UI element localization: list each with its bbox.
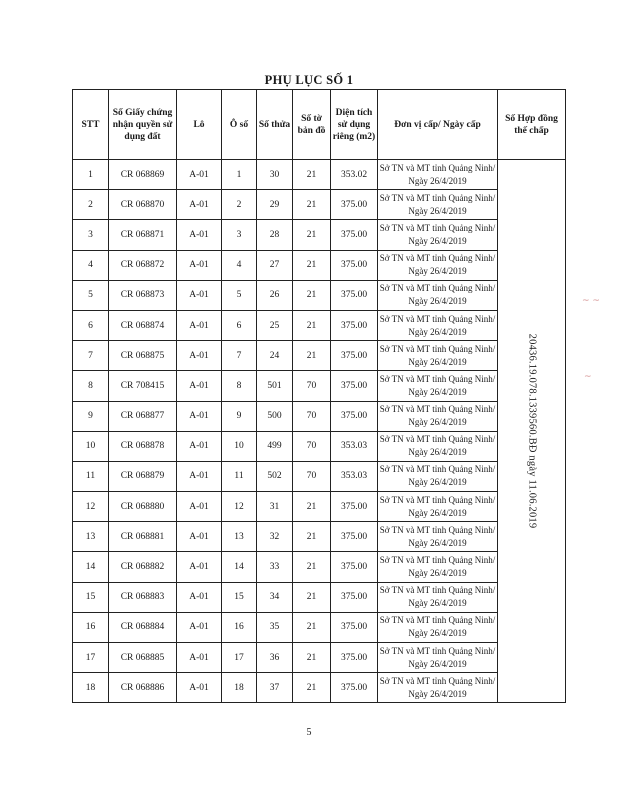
map-sheet-no-cell: 21: [293, 552, 331, 582]
map-sheet-no-cell: 21: [293, 190, 331, 220]
appendix-table: [72, 89, 566, 703]
page-number: 5: [306, 727, 312, 738]
table-row: [73, 190, 566, 220]
map-sheet-no-cell: 21: [293, 341, 331, 371]
row-stt-cell: 6: [73, 310, 109, 340]
table-row: [73, 401, 566, 431]
private-area-cell: 375.00: [331, 582, 378, 612]
certificate-no-cell: CR 068878: [109, 431, 177, 461]
row-stt-cell: 5: [73, 280, 109, 310]
issuer-cell: Sở TN và MT tỉnh Quảng Ninh/ Ngày 26/4/2019: [378, 522, 498, 552]
lot-cell: A-01: [177, 612, 222, 642]
margin-annotation: ~ ~: [582, 296, 600, 306]
issuer-cell: Sở TN và MT tỉnh Quảng Ninh/ Ngày 26/4/2019: [378, 461, 498, 491]
certificate-no-cell: CR 068884: [109, 612, 177, 642]
certificate-no-cell: CR 068875: [109, 341, 177, 371]
certificate-no-cell: CR 068869: [109, 160, 177, 190]
private-area-cell: 375.00: [331, 522, 378, 552]
row-stt-cell: 9: [73, 401, 109, 431]
parcel-no-cell: 32: [257, 522, 293, 552]
private-area-cell: 375.00: [331, 280, 378, 310]
issuer-cell: Sở TN và MT tỉnh Quảng Ninh/ Ngày 26/4/2019: [378, 582, 498, 612]
parcel-no-cell: 502: [257, 461, 293, 491]
plot-no-cell: 11: [222, 461, 257, 491]
plot-no-cell: 14: [222, 552, 257, 582]
map-sheet-no-cell: 70: [293, 371, 331, 401]
parcel-no-cell: 33: [257, 552, 293, 582]
table-row: [73, 461, 566, 491]
parcel-no-cell: 31: [257, 492, 293, 522]
certificate-no-cell: CR 068871: [109, 220, 177, 250]
lot-cell: A-01: [177, 401, 222, 431]
map-sheet-no-cell: 21: [293, 310, 331, 340]
issuer-cell: Sở TN và MT tỉnh Quảng Ninh/ Ngày 26/4/2019: [378, 643, 498, 673]
issuer-cell: Sở TN và MT tỉnh Quảng Ninh/ Ngày 26/4/2019: [378, 552, 498, 582]
issuer-cell: Sở TN và MT tỉnh Quảng Ninh/ Ngày 26/4/2019: [378, 492, 498, 522]
lot-cell: A-01: [177, 341, 222, 371]
row-stt-cell: 14: [73, 552, 109, 582]
lot-cell: A-01: [177, 160, 222, 190]
plot-no-cell: 3: [222, 220, 257, 250]
issuer-cell: Sở TN và MT tỉnh Quảng Ninh/ Ngày 26/4/2019: [378, 280, 498, 310]
row-stt-cell: 2: [73, 190, 109, 220]
map-sheet-no-cell: 21: [293, 160, 331, 190]
map-sheet-no-cell: 21: [293, 522, 331, 552]
certificate-no-cell: CR 068882: [109, 552, 177, 582]
map-sheet-no-cell: 21: [293, 612, 331, 642]
plot-no-cell: 4: [222, 250, 257, 280]
map-sheet-no-cell: 70: [293, 461, 331, 491]
lot-cell: A-01: [177, 552, 222, 582]
lot-cell: A-01: [177, 522, 222, 552]
private-area-cell: 375.00: [331, 190, 378, 220]
plot-no-cell: 2: [222, 190, 257, 220]
issuer-cell: Sở TN và MT tỉnh Quảng Ninh/ Ngày 26/4/2019: [378, 190, 498, 220]
issuer-cell: Sở TN và MT tỉnh Quảng Ninh/ Ngày 26/4/2019: [378, 673, 498, 703]
plot-no-cell: 13: [222, 522, 257, 552]
certificate-no-cell: CR 068877: [109, 401, 177, 431]
margin-annotation: ~: [584, 372, 592, 382]
row-stt-cell: 17: [73, 643, 109, 673]
row-stt-cell: 12: [73, 492, 109, 522]
issuer-cell: Sở TN và MT tỉnh Quảng Ninh/ Ngày 26/4/2019: [378, 371, 498, 401]
header-map-sheet-no: Số tờ bản đồ: [293, 90, 331, 160]
map-sheet-no-cell: 21: [293, 250, 331, 280]
parcel-no-cell: 36: [257, 643, 293, 673]
header-mortgage-contract: Số Hợp đồng thế chấp: [498, 90, 566, 160]
row-stt-cell: 11: [73, 461, 109, 491]
parcel-no-cell: 28: [257, 220, 293, 250]
private-area-cell: 375.00: [331, 492, 378, 522]
lot-cell: A-01: [177, 582, 222, 612]
private-area-cell: 353.02: [331, 160, 378, 190]
lot-cell: A-01: [177, 310, 222, 340]
certificate-no-cell: CR 068885: [109, 643, 177, 673]
certificate-no-cell: CR 068874: [109, 310, 177, 340]
map-sheet-no-cell: 21: [293, 582, 331, 612]
private-area-cell: 375.00: [331, 612, 378, 642]
parcel-no-cell: 29: [257, 190, 293, 220]
plot-no-cell: 5: [222, 280, 257, 310]
parcel-no-cell: 499: [257, 431, 293, 461]
table-row: [73, 612, 566, 642]
page-title: PHỤ LỤC SỐ 1: [264, 73, 354, 87]
row-stt-cell: 18: [73, 673, 109, 703]
parcel-no-cell: 26: [257, 280, 293, 310]
parcel-no-cell: 34: [257, 582, 293, 612]
header-parcel-no: Số thửa: [257, 90, 293, 160]
issuer-cell: Sở TN và MT tỉnh Quảng Ninh/ Ngày 26/4/2019: [378, 160, 498, 190]
table-row: [73, 522, 566, 552]
map-sheet-no-cell: 70: [293, 401, 331, 431]
parcel-no-cell: 501: [257, 371, 293, 401]
issuer-cell: Sở TN và MT tỉnh Quảng Ninh/ Ngày 26/4/2019: [378, 612, 498, 642]
certificate-no-cell: CR 068872: [109, 250, 177, 280]
mortgage-contract-cell: [498, 160, 566, 703]
map-sheet-no-cell: 21: [293, 280, 331, 310]
map-sheet-no-cell: 21: [293, 673, 331, 703]
table-row: [73, 341, 566, 371]
private-area-cell: 375.00: [331, 310, 378, 340]
certificate-no-cell: CR 068880: [109, 492, 177, 522]
row-stt-cell: 13: [73, 522, 109, 552]
parcel-no-cell: 30: [257, 160, 293, 190]
certificate-no-cell: CR 068886: [109, 673, 177, 703]
private-area-cell: 353.03: [331, 461, 378, 491]
issuer-cell: Sở TN và MT tỉnh Quảng Ninh/ Ngày 26/4/2019: [378, 310, 498, 340]
map-sheet-no-cell: 70: [293, 431, 331, 461]
plot-no-cell: 8: [222, 371, 257, 401]
issuer-cell: Sở TN và MT tỉnh Quảng Ninh/ Ngày 26/4/2019: [378, 341, 498, 371]
row-stt-cell: 3: [73, 220, 109, 250]
parcel-no-cell: 500: [257, 401, 293, 431]
certificate-no-cell: CR 068879: [109, 461, 177, 491]
mortgage-contract-text: 20436.19.078.1339560.BĐ ngày 11.06.2019: [526, 333, 537, 529]
header-issuer: Đơn vị cấp/ Ngày cấp: [378, 90, 498, 160]
row-stt-cell: 7: [73, 341, 109, 371]
map-sheet-no-cell: 21: [293, 492, 331, 522]
table-row: [73, 310, 566, 340]
table-row: [73, 220, 566, 250]
lot-cell: A-01: [177, 371, 222, 401]
certificate-no-cell: CR 068883: [109, 582, 177, 612]
issuer-cell: Sở TN và MT tỉnh Quảng Ninh/ Ngày 26/4/2019: [378, 250, 498, 280]
certificate-no-cell: CR 068873: [109, 280, 177, 310]
private-area-cell: 375.00: [331, 401, 378, 431]
table-header-row: [73, 90, 566, 160]
private-area-cell: 353.03: [331, 431, 378, 461]
certificate-no-cell: CR 068881: [109, 522, 177, 552]
table-row: [73, 250, 566, 280]
table-row: [73, 673, 566, 703]
row-stt-cell: 15: [73, 582, 109, 612]
table-row: [73, 582, 566, 612]
issuer-cell: Sở TN và MT tỉnh Quảng Ninh/ Ngày 26/4/2019: [378, 431, 498, 461]
row-stt-cell: 10: [73, 431, 109, 461]
header-plot-no: Ô số: [222, 90, 257, 160]
header-stt: STT: [73, 90, 109, 160]
private-area-cell: 375.00: [331, 220, 378, 250]
plot-no-cell: 6: [222, 310, 257, 340]
lot-cell: A-01: [177, 643, 222, 673]
plot-no-cell: 10: [222, 431, 257, 461]
plot-no-cell: 1: [222, 160, 257, 190]
private-area-cell: 375.00: [331, 250, 378, 280]
row-stt-cell: 1: [73, 160, 109, 190]
plot-no-cell: 16: [222, 612, 257, 642]
lot-cell: A-01: [177, 250, 222, 280]
table-row: [73, 643, 566, 673]
table-row: [73, 552, 566, 582]
private-area-cell: 375.00: [331, 341, 378, 371]
private-area-cell: 375.00: [331, 552, 378, 582]
plot-no-cell: 17: [222, 643, 257, 673]
row-stt-cell: 16: [73, 612, 109, 642]
table-row: [73, 431, 566, 461]
plot-no-cell: 12: [222, 492, 257, 522]
lot-cell: A-01: [177, 673, 222, 703]
plot-no-cell: 7: [222, 341, 257, 371]
private-area-cell: 375.00: [331, 673, 378, 703]
lot-cell: A-01: [177, 492, 222, 522]
issuer-cell: Sở TN và MT tỉnh Quảng Ninh/ Ngày 26/4/2019: [378, 220, 498, 250]
certificate-no-cell: CR 068870: [109, 190, 177, 220]
lot-cell: A-01: [177, 190, 222, 220]
lot-cell: A-01: [177, 461, 222, 491]
map-sheet-no-cell: 21: [293, 643, 331, 673]
table-row: [73, 492, 566, 522]
lot-cell: A-01: [177, 220, 222, 250]
parcel-no-cell: 27: [257, 250, 293, 280]
lot-cell: A-01: [177, 280, 222, 310]
certificate-no-cell: CR 708415: [109, 371, 177, 401]
table-row: [73, 160, 566, 190]
plot-no-cell: 9: [222, 401, 257, 431]
row-stt-cell: 4: [73, 250, 109, 280]
row-stt-cell: 8: [73, 371, 109, 401]
header-certificate-no: Số Giấy chứng nhận quyền sử dụng đất: [109, 90, 177, 160]
parcel-no-cell: 24: [257, 341, 293, 371]
header-private-area: Diện tích sử dụng riêng (m2): [331, 90, 378, 160]
parcel-no-cell: 35: [257, 612, 293, 642]
private-area-cell: 375.00: [331, 643, 378, 673]
table-row: [73, 371, 566, 401]
parcel-no-cell: 25: [257, 310, 293, 340]
parcel-no-cell: 37: [257, 673, 293, 703]
private-area-cell: 375.00: [331, 371, 378, 401]
plot-no-cell: 18: [222, 673, 257, 703]
lot-cell: A-01: [177, 431, 222, 461]
plot-no-cell: 15: [222, 582, 257, 612]
map-sheet-no-cell: 21: [293, 220, 331, 250]
issuer-cell: Sở TN và MT tỉnh Quảng Ninh/ Ngày 26/4/2019: [378, 401, 498, 431]
table-row: [73, 280, 566, 310]
header-lot: Lô: [177, 90, 222, 160]
